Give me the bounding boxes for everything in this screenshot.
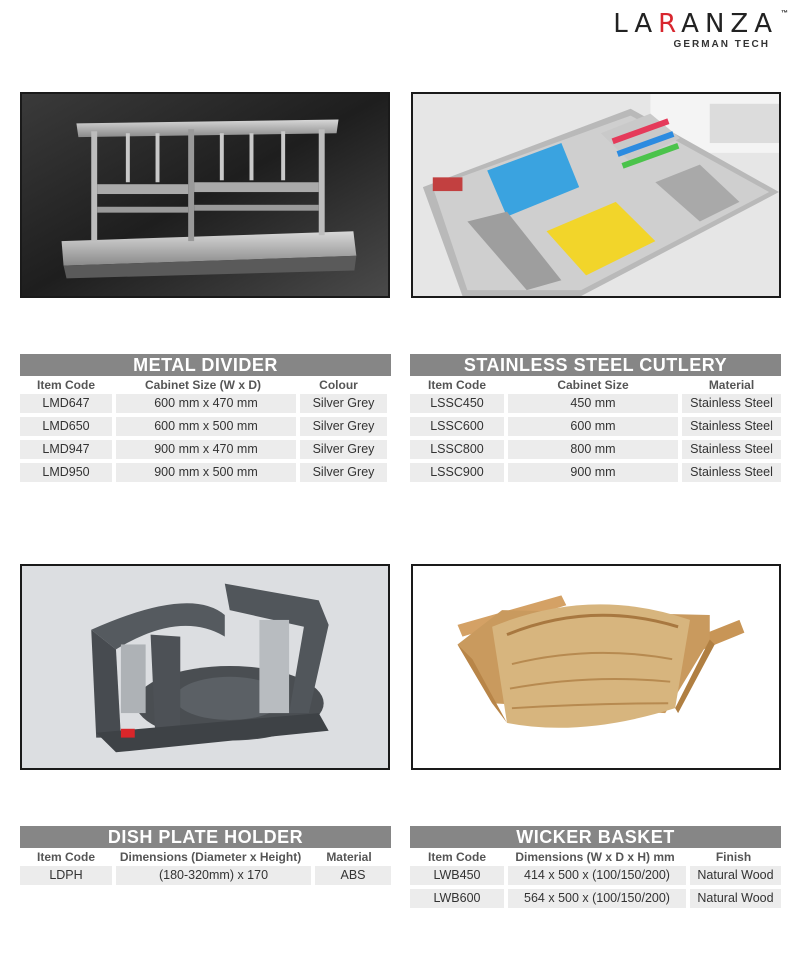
wicker-basket-title: WICKER BASKET: [410, 826, 781, 848]
col-material: Material: [708, 378, 755, 392]
table-row: LMD650 600 mm x 500 mm Silver Grey: [20, 417, 391, 436]
col-material: Material: [326, 850, 372, 864]
table-header: [410, 848, 781, 866]
col-colour: Colour: [319, 378, 358, 392]
col-dimensions: Dimensions (W x D x H) mm: [515, 850, 675, 864]
table-row: LMD647 600 mm x 470 mm Silver Grey: [20, 394, 391, 413]
brand-logo: [603, 9, 788, 50]
col-item-code: Item Code: [427, 850, 486, 864]
table-header: [20, 376, 391, 394]
table-row: LWB450 414 x 500 x (100/150/200) Natural Wood: [410, 866, 781, 885]
col-item-code: Item Code: [427, 378, 486, 392]
table-row: LMD947 900 mm x 470 mm Silver Grey: [20, 440, 391, 459]
wicker-basket-table: [410, 826, 781, 912]
cutlery-tray-photo: [411, 92, 781, 298]
cutlery-table: [410, 354, 781, 486]
metal-divider-title: METAL DIVIDER: [20, 354, 391, 376]
table-row: LSSC800 800 mm Stainless Steel: [410, 440, 781, 459]
table-row: LSSC900 900 mm Stainless Steel: [410, 463, 781, 482]
logo-wordmark: LARANZA: [613, 9, 778, 39]
table-row: LWB600 564 x 500 x (100/150/200) Natural Wood: [410, 889, 781, 908]
table-row: LDPH (180-320mm) x 170 ABS: [20, 866, 391, 885]
table-row: LMD950 900 mm x 500 mm Silver Grey: [20, 463, 391, 482]
col-item-code: Item Code: [36, 850, 95, 864]
col-item-code: Item Code: [36, 378, 95, 392]
col-cabinet-size: Cabinet Size: [557, 378, 629, 392]
trademark-mark: ™: [781, 10, 788, 17]
col-finish: Finish: [715, 850, 752, 864]
table-row: LSSC600 600 mm Stainless Steel: [410, 417, 781, 436]
logo-subtitle: GERMAN TECH: [673, 39, 770, 50]
cutlery-title: STAINLESS STEEL CUTLERY: [410, 354, 781, 376]
table-row: LSSC450 450 mm Stainless Steel: [410, 394, 781, 413]
col-cabinet-size: Cabinet Size (W x D): [144, 378, 261, 392]
table-header: [410, 376, 781, 394]
dish-plate-holder-title: DISH PLATE HOLDER: [20, 826, 391, 848]
metal-divider-table: [20, 354, 391, 486]
dish-plate-holder-photo: [20, 564, 390, 770]
dish-plate-holder-table: [20, 826, 391, 889]
table-header: [20, 848, 391, 866]
col-dimensions: Dimensions (Diameter x Height): [119, 850, 302, 864]
wicker-basket-photo: [411, 564, 781, 770]
metal-divider-photo: [20, 92, 390, 298]
